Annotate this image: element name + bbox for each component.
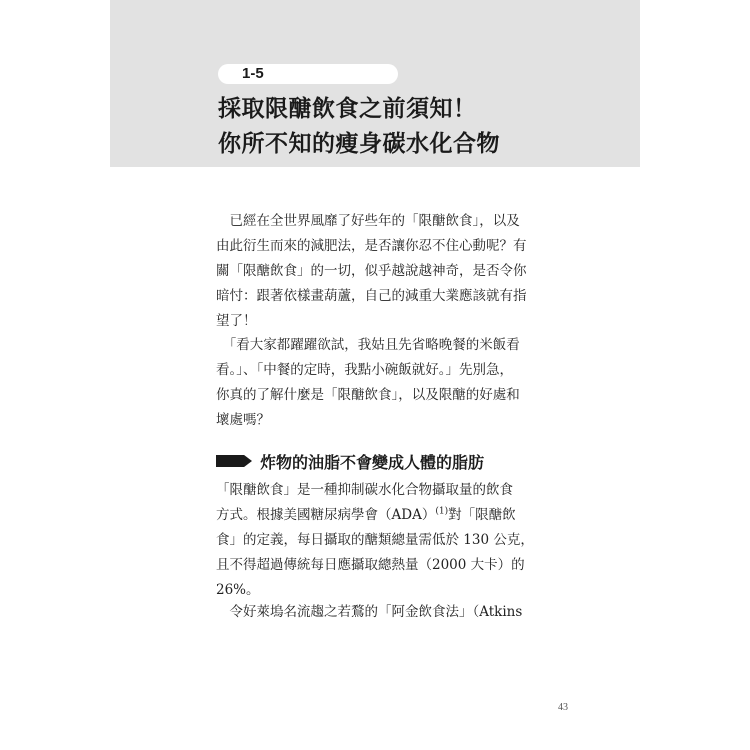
chapter-number-badge: [218, 64, 398, 84]
text-segment: 方式。根據美國糖尿病學會（ADA）: [216, 507, 436, 523]
text-line: 且不得超過傳統每日應攝取總熱量（2000 大卡）的: [216, 557, 525, 573]
text-line: 已經在全世界風靡了好些年的「限醣飲食」，以及: [216, 213, 520, 229]
paragraph-atkins: [216, 600, 576, 625]
page-number: 43: [558, 702, 568, 713]
section-heading: [216, 450, 484, 472]
text-line: 暗忖：跟著依樣畫葫蘆，自己的減重大業應該就有指: [216, 288, 527, 304]
footnote-reference: (1): [435, 506, 449, 517]
text-line: 「看大家都躍躍欲試，我姑且先省略晚餐的米飯看: [216, 337, 520, 353]
paragraph-intro: [216, 209, 576, 334]
text-line: 看。」、「中餐的定時，我點小碗飯就好。」先別急，: [216, 362, 513, 378]
text-line: 關「限醣飲食」的一切，似乎越說越神奇，是否令你: [216, 263, 527, 279]
text-line: 令好萊塢名流趨之若鶩的「阿金飲食法」（Atkins: [216, 604, 523, 620]
text-line: 由此衍生而來的減肥法，是否讓你忍不住心動呢？有: [216, 238, 527, 254]
text-line: 食」的定義，每日攝取的醣類總量需低於 130 公克，: [216, 532, 534, 548]
text-line: 「限醣飲食」是一種抑制碳水化合物攝取量的飲食: [216, 482, 513, 498]
chapter-header-band: [110, 0, 640, 167]
book-page: [110, 0, 640, 750]
chapter-title-line-2: 你所不知的瘦身碳水化合物: [218, 131, 500, 157]
text-segment: 對「限醣飲: [448, 507, 516, 523]
section-heading-text: 炸物的油脂不會變成人體的脂肪: [260, 452, 485, 472]
chapter-number: 1-5: [242, 65, 264, 82]
text-line: 你真的了解什麼是「限醣飲食」，以及限醣的好處和: [216, 387, 520, 403]
paragraph-definition: [216, 478, 576, 603]
paragraph-question: [216, 333, 576, 433]
text-line: 26%。: [216, 582, 260, 598]
chapter-title: [218, 92, 638, 162]
text-line: 望了！: [216, 313, 257, 329]
text-line: 壞處嗎？: [216, 412, 270, 428]
text-line: [216, 503, 576, 528]
chapter-title-line-1: 採取限醣飲食之前須知！: [218, 96, 477, 122]
arrow-icon: [216, 455, 252, 467]
